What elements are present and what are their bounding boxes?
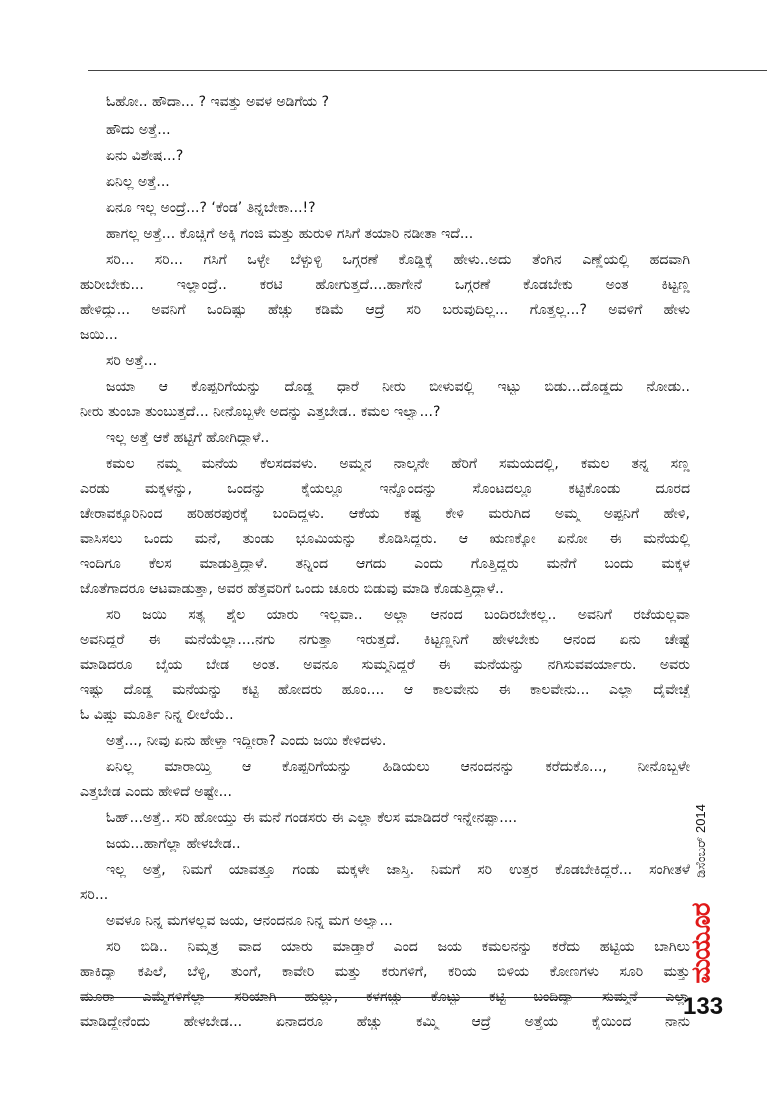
text-line: ಮಾಡಿದ್ದೇನೆಂದು ಹೇಳಬೇಡ... ಏನಾದರೂ ಹೆಚ್ಚು ಕಮ್ಮಿ ಆದ್ರೆ ಅತ್ತೆಯ ಕೈಯಿಂದ ನಾನು bbox=[80, 1014, 690, 1030]
text-line: ಏನಿಲ್ಲ ಅತ್ತೆ... bbox=[106, 174, 170, 190]
text-line: ಹಾಕಿದ್ಯಾ ಕಪಿಲೆ, ಬೆಳ್ಳಿ, ತುಂಗೆ, ಕಾವೇರಿ ಮತ್ತು ಕರುಗಳಿಗೆ, ಕರಿಯ ಬಿಳಿಯ ಕೋಣಗಳು ಸೂರಿ ಮತ್ತು bbox=[80, 964, 690, 980]
text-line: ಮೂರಾ ಎಮ್ಮೆಗಳಿಗೆಲ್ಲಾ ಸರಿಯಾಗಿ ಹುಲ್ಲು, ಕಳಗಚ್ಚು ಕೊಟ್ಟು ಕಟ್ಟಿ ಬಂದಿದ್ಯಾ ಸುಮ್ಮನೆ ಎಲ್ಲಾ bbox=[80, 989, 690, 1005]
text-line: ಜಯ...ಹಾಗೆಲ್ಲಾ ಹೇಳಬೇಡ.. bbox=[106, 836, 241, 852]
text-line: ಅತ್ತೆ..., ನೀವು ಏನು ಹೇಳ್ತಾ ಇದ್ದೀರಾ? ಎಂದು ಜಯಿ ಕೇಳಿದಳು. bbox=[106, 733, 387, 749]
text-line: ಎರಡು ಮಕ್ಕಳನ್ನು, ಒಂದನ್ನು ಕೈಯಲ್ಲೂ ಇನ್ನೊಂದನ್ನು ಸೊಂಟದಲ್ಲೂ ಕಟ್ಟಿಕೊಂಡು ದೂರದ bbox=[80, 481, 690, 497]
text-line: ಇಲ್ಲ ಅತ್ತೆ ಆಕೆ ಹಟ್ಟಿಗೆ ಹೋಗಿದ್ದಾಳೆ.. bbox=[106, 430, 270, 446]
text-line: ಏನೂ ಇಲ್ಲ ಅಂದ್ರೆ...? ‘ಕೆಂಡ’ ತಿನ್ನಬೇಕಾ...!? bbox=[106, 200, 316, 216]
issue-date-text: ಡಿಸೆಂಬರ್ 2014 bbox=[693, 804, 708, 878]
text-line: ಚೇರಾವಕ್ಕೂರಿನಿಂದ ಹರಿಹರಪುರಕ್ಕೆ ಬಂದಿದ್ದಳು. ಆಕೆಯ ಕಷ್ಟ ಕೇಳಿ ಮರುಗಿದ ಅಮ್ಮ ಅಪ್ಪನಿಗೆ ಹೇಳಿ, bbox=[80, 506, 690, 522]
text-line: ನೀರು ತುಂಬಾ ತುಂಬುತ್ತದೆ... ನೀನೊಬ್ಬಳೇ ಅದನ್ನು ಎತ್ತಬೇಡ.. ಕಮಲ ಇಲ್ವಾ...? bbox=[80, 404, 441, 420]
text-line: ಸರಿ ಅತ್ತೆ... bbox=[106, 353, 158, 369]
text-line: ಓಹೋ.. ಹೌದಾ... ? ಇವತ್ತು ಅವಳ ಅಡಿಗೆಯ ? bbox=[106, 94, 330, 110]
text-line: ಇಲ್ಲ ಅತ್ತೆ, ನಿಮಗೆ ಯಾವತ್ತೂ ಗಂಡು ಮಕ್ಕಳೇ ಜಾಸ್ತಿ. ನಿಮಗೆ ಸರಿ ಉತ್ತರ ಕೊಡಬೇಕಿದ್ದರೆ... ಸಂಗೀತಳೆ bbox=[106, 862, 690, 878]
text-line: ಹೌದು ಅತ್ತೆ... bbox=[106, 122, 171, 138]
text-line: ಏನು ವಿಶೇಷ...? bbox=[106, 148, 184, 164]
issue-date bbox=[688, 798, 714, 886]
text-line: ಇಷ್ಟು ದೊಡ್ಡ ಮನೆಯನ್ನು ಕಟ್ಟಿ ಹೋದರು ಹೂಂ.... ಆ ಕಾಲವೇನು ಈ ಕಾಲವೇನು... ಎಲ್ಲಾ ದೈವೇಚ್ಛೆ bbox=[80, 682, 690, 698]
text-line: ಹೇಳಿದ್ದು... ಅವನಿಗೆ ಒಂದಿಷ್ಟು ಹೆಚ್ಚು ಕಡಿಮೆ ಆದ್ರೆ ಸರಿ ಬರುವುದಿಲ್ಲ... ಗೊತ್ತಲ್ಲ...? ಅವಳಿಗೆ ಹೇಳು bbox=[80, 302, 690, 318]
text-line: ಜಯಿ... bbox=[80, 327, 118, 343]
text-line: ಸರಿ... ಸರಿ... ಗಸಿಗೆ ಒಳ್ಳೇ ಬೆಳ್ಳುಳ್ಳಿ ಒಗ್ಗರಣೆ ಕೊಡ್ಡಿಕ್ಕೆ ಹೇಳು..ಅದು ತೆಂಗಿನ ಎಣ್ಣೆಯಲ್ಲಿ ಹದವಾಗಿ bbox=[106, 252, 690, 268]
text-line: ಏನಿಲ್ಲ ಮಾರಾಯ್ತಿ ಆ ಕೊಪ್ಪರಿಗೆಯನ್ನು ಹಿಡಿಯಲು ಆನಂದನನ್ನು ಕರೆದುಕೊ..., ನೀನೊಬ್ಬಳೇ bbox=[106, 759, 690, 775]
bottom-divider bbox=[80, 997, 684, 998]
magazine-logo bbox=[686, 894, 717, 986]
text-line: ಹುರೀಬೇಕು... ಇಲ್ಲಾಂದ್ರೆ.. ಕರಟಿ ಹೋಗುತ್ತದೆ....ಹಾಗೇನೆ ಒಗ್ಗರಣೆ ಕೊಡಬೇಕು ಅಂತ ಕಿಟ್ಟಣ್ಣ bbox=[80, 277, 690, 293]
text-line: ಜೊತೆಗಾದರೂ ಆಟವಾಡುತ್ತಾ, ಅವರ ಹೆತ್ತವರಿಗೆ ಒಂದು ಚೂರು ಬಿಡುವು ಮಾಡಿ ಕೊಡುತ್ತಿದ್ದಾಳೆ.. bbox=[80, 581, 504, 597]
top-divider bbox=[88, 70, 767, 71]
text-line: ಇಂದಿಗೂ ಕೆಲಸ ಮಾಡುತ್ತಿದ್ದಾಳೆ. ತನ್ನಿಂದ ಆಗದು ಎಂದು ಗೊತ್ತಿದ್ದರು ಮನೆಗೆ ಬಂದು ಮಕ್ಕಳ bbox=[80, 556, 690, 572]
page-number: 133 bbox=[683, 993, 724, 1020]
magazine-logo-text: ಮಯೂರ bbox=[686, 903, 717, 984]
text-line: ಸರಿ ಜಯಿ ಸತ್ಯ ಶೈಲ ಯಾರು ಇಲ್ಲವಾ.. ಅಲ್ಲಾ ಆನಂದ ಬಂದಿರಬೇಕಲ್ಲ.. ಅವನಿಗೆ ರಜೆಯಲ್ಲವಾ bbox=[106, 607, 690, 623]
text-line: ಅವನಿದ್ದರೆ ಈ ಮನೆಯೆಲ್ಲಾ....ನಗು ನಗುತ್ತಾ ಇರುತ್ತದೆ. ಕಿಟ್ಟಣ್ಣನಿಗೆ ಹೇಳಬೇಕು ಆನಂದ ಏನು ಚೇಷ್ಟೆ bbox=[80, 632, 690, 648]
text-line: ವಾಸಿಸಲು ಒಂದು ಮನೆ, ತುಂಡು ಭೂಮಿಯನ್ನು ಕೊಡಿಸಿದ್ದರು. ಆ ಋಣಕ್ಕೋ ಏನೋ ಈ ಮನೆಯಲ್ಲಿ bbox=[80, 531, 690, 547]
text-line: ಕಮಲ ನಮ್ಮ ಮನೆಯ ಕೆಲಸದವಳು. ಅಮ್ಮನ ನಾಲ್ಕನೇ ಹೆರಿಗೆ ಸಮಯದಲ್ಲಿ, ಕಮಲ ತನ್ನ ಸಣ್ಣ bbox=[106, 456, 690, 472]
text-line: ಮಾಡಿದರೂ ಬೈಯ ಬೇಡ ಅಂತ. ಅವನೂ ಸುಮ್ಮನಿದ್ದರೆ ಈ ಮನೆಯನ್ನು ನಗಿಸುವವರ್ಯಾರು. ಅವರು bbox=[80, 657, 690, 673]
text-line: ಸರಿ... bbox=[80, 887, 109, 903]
text-line: ಓಹ್...ಅತ್ತೆ.. ಸರಿ ಹೋಯ್ತು ಈ ಮನೆ ಗಂಡಸರು ಈ ಎಲ್ಲಾ ಕೆಲಸ ಮಾಡಿದರೆ ಇನ್ನೇನಪ್ಪಾ.... bbox=[106, 810, 518, 826]
text-line: ಜಯಾ ಆ ಕೊಪ್ಪರಿಗೆಯನ್ನು ದೊಡ್ಡ ಧಾರೆ ನೀರು ಬೀಳುವಲ್ಲಿ ಇಟ್ಟು ಬಿಡು...ದೊಡ್ಡದು ನೋಡು.. bbox=[106, 379, 690, 395]
text-line: ಅವಳೂ ನಿನ್ನ ಮಗಳಲ್ಲವ ಜಯ, ಆನಂದನೂ ನಿನ್ನ ಮಗ ಅಲ್ವಾ... bbox=[106, 913, 393, 929]
text-line: ಹಾಗಲ್ಲ ಅತ್ತೆ... ಕೊಚ್ಚಿಗೆ ಅಕ್ಕಿ ಗಂಜಿ ಮತ್ತು ಹುರುಳಿ ಗಸಿಗೆ ತಯಾರಿ ನಡೀತಾ ಇದೆ... bbox=[106, 226, 474, 242]
text-line: ಓ ವಿಷ್ಣು ಮೂರ್ತಿ ನಿನ್ನ ಲೀಲೆಯೆ.. bbox=[80, 707, 234, 723]
text-line: ಸರಿ ಬಿಡಿ.. ನಿಮ್ಮತ್ರ ವಾದ ಯಾರು ಮಾಡ್ತಾರೆ ಎಂದ ಜಯ ಕಮಲನನ್ನು ಕರೆದು ಹಟ್ಟಿಯ ಬಾಗಿಲು bbox=[106, 939, 690, 955]
text-line: ಎತ್ತಬೇಡ ಎಂದು ಹೇಳಿದೆ ಅಷ್ಟೇ... bbox=[80, 784, 232, 800]
